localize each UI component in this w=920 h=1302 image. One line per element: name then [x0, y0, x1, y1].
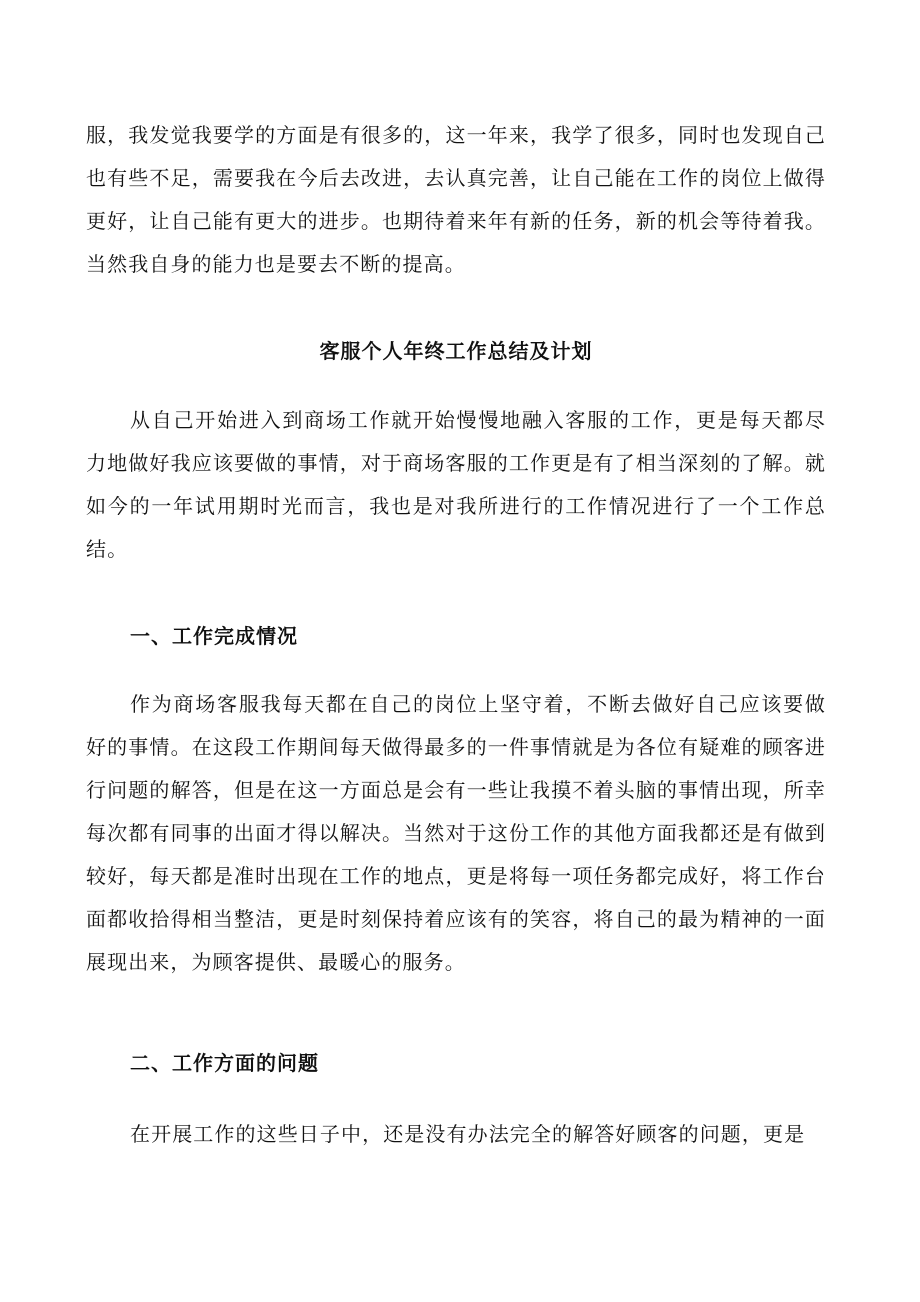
paragraph-work-problems: 在开展工作的这些日子中，还是没有办法完全的解答好顾客的问题，更是: [130, 1122, 806, 1146]
paragraph-overview: 从自己开始进入到商场工作就开始慢慢地融入客服的工作，更是每天都尽力地做好我应该要做的事情，对于商场客服的工作更是有了相当深刻的了解。就如今的一年试用期时光而言，我也是对我所进行的工作情况进行了一个工作总结。: [86, 408, 826, 561]
section-heading-work-problems: 二、工作方面的问题: [130, 1051, 319, 1075]
paragraph-work-completion: 作为商场客服我每天都在自己的岗位上坚守着，不断去做好自己应该要做好的事情。在这段工作期间每天做得最多的一件事情就是为各位有疑难的顾客进行问题的解答，但是在这一方面总是会有一些让我摸不着头脑的事情出现，所幸每次都有同事的出面才得以解决。当然对于这份工作的其他方面我都还是有做到较好，每天都是准时出现在工作的地点，更是将每一项任务都完成好，将工作台面都收拾得相当整洁，更是时刻保持着应该有的笑容，将自己的最为精神的一面展现出来，为顾客提供、最暖心的服务。: [86, 692, 826, 974]
section-heading-work-completion: 一、工作完成情况: [130, 624, 298, 648]
document-title: 客服个人年终工作总结及计划: [319, 339, 593, 363]
paragraph-intro: 服，我发觉我要学的方面是有很多的，这一年来，我学了很多，同时也发现自己也有些不足，需要我在今后去改进，去认真完善，让自己能在工作的岗位上做得更好，让自己能有更大的进步。也期待着来年有新的任务，新的机会等待着我。当然我自身的能力也是要去不断的提高。: [86, 123, 826, 276]
